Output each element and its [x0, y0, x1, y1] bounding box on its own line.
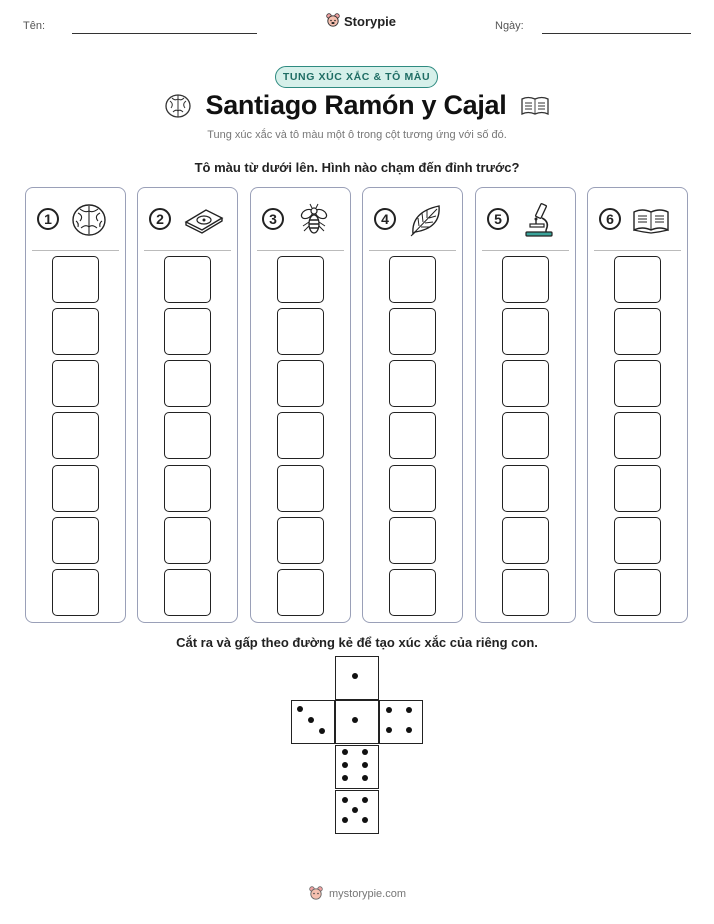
color-cell[interactable] [52, 569, 99, 616]
color-cell[interactable] [502, 412, 549, 459]
color-cell[interactable] [164, 517, 211, 564]
brand-logo [326, 13, 396, 29]
color-cell[interactable] [389, 412, 436, 459]
petri-dish-icon [182, 202, 226, 238]
column-header [138, 202, 237, 238]
petri-dish-icon [182, 202, 220, 238]
page-title: Santiago Ramón y Cajal [205, 90, 507, 120]
dice-pip [342, 817, 348, 823]
color-cell[interactable] [389, 569, 436, 616]
color-cell[interactable] [164, 569, 211, 616]
color-cell[interactable] [614, 517, 661, 564]
dice-pip [386, 727, 392, 733]
dice-pip [352, 717, 358, 723]
dice-pip [362, 762, 368, 768]
dice-pip [342, 775, 348, 781]
bee-icon [295, 202, 333, 238]
column-6 [587, 187, 688, 623]
color-cell[interactable] [389, 360, 436, 407]
color-cell[interactable] [614, 360, 661, 407]
color-cell[interactable] [502, 308, 549, 355]
activity-badge: TUNG XÚC XẮC & TÔ MÀU [275, 66, 438, 88]
color-cell[interactable] [52, 465, 99, 512]
open-book-icon [632, 202, 670, 238]
bear-mascot-icon [326, 13, 340, 29]
column-header [26, 202, 125, 238]
color-cell[interactable] [52, 360, 99, 407]
column-header [476, 202, 575, 238]
dice-face-3 [291, 700, 335, 744]
color-cell[interactable] [389, 517, 436, 564]
dice-face-6 [335, 745, 379, 789]
color-cell[interactable] [614, 465, 661, 512]
cut-instruction: Cắt ra và gấp theo đường kẻ để tạo xúc xắc của riêng con. [176, 635, 538, 650]
color-cell[interactable] [277, 517, 324, 564]
coloring-instruction: Tô màu từ dưới lên. Hình nào chạm đến đỉnh trước? [194, 160, 520, 175]
dice-face-1 [335, 700, 379, 744]
color-cell[interactable] [277, 465, 324, 512]
column-header [251, 202, 350, 238]
dice-pip [406, 707, 412, 713]
brain-icon [70, 202, 108, 238]
color-cell[interactable] [614, 308, 661, 355]
column-number: 5 [487, 208, 509, 230]
column-divider [257, 250, 344, 251]
brain-icon [70, 202, 108, 238]
dice-pip [386, 707, 392, 713]
column-divider [32, 250, 119, 251]
leaf-icon [407, 202, 445, 238]
open-book-icon [520, 94, 550, 118]
dice-pip [362, 749, 368, 755]
color-cell[interactable] [389, 256, 436, 303]
color-cell[interactable] [502, 465, 549, 512]
microscope-icon [520, 202, 558, 238]
color-cell[interactable] [164, 256, 211, 303]
name-label: Tên: [23, 20, 46, 32]
color-cell[interactable] [389, 465, 436, 512]
leaf-icon [407, 202, 445, 238]
dice-pip [362, 775, 368, 781]
color-cell[interactable] [614, 256, 661, 303]
name-line[interactable] [72, 33, 257, 34]
color-cell[interactable] [52, 308, 99, 355]
dice-pip [342, 762, 348, 768]
color-cell[interactable] [614, 569, 661, 616]
color-cell[interactable] [277, 412, 324, 459]
column-divider [369, 250, 456, 251]
footer-url[interactable]: mystorypie.com [328, 888, 407, 900]
date-label: Ngày: [495, 20, 524, 32]
color-cell[interactable] [277, 569, 324, 616]
color-cell[interactable] [502, 517, 549, 564]
dice-pip [406, 727, 412, 733]
color-cell[interactable] [164, 360, 211, 407]
dice-pip [362, 817, 368, 823]
column-4 [362, 187, 463, 623]
color-cell[interactable] [52, 517, 99, 564]
title-row [0, 90, 714, 121]
dice-face-4 [379, 700, 423, 744]
color-cell[interactable] [52, 412, 99, 459]
dice-pip [319, 728, 325, 734]
dice-face-1 [335, 656, 379, 700]
color-cell[interactable] [164, 308, 211, 355]
color-cell[interactable] [164, 465, 211, 512]
column-1 [25, 187, 126, 623]
brand-name: Storypie [344, 13, 397, 29]
column-number: 2 [149, 208, 171, 230]
dice-pip [308, 717, 314, 723]
column-5 [475, 187, 576, 623]
dice-pip [342, 797, 348, 803]
column-header [588, 202, 687, 238]
color-cell[interactable] [502, 360, 549, 407]
dice-pip [352, 673, 358, 679]
dice-face-5 [335, 790, 379, 834]
column-number: 3 [262, 208, 284, 230]
column-number: 1 [37, 208, 59, 230]
bear-mascot-icon [308, 886, 324, 902]
color-cell[interactable] [277, 256, 324, 303]
column-header [363, 202, 462, 238]
dice-pip [352, 807, 358, 813]
bee-icon [295, 202, 333, 238]
color-cell[interactable] [502, 569, 549, 616]
column-divider [482, 250, 569, 251]
column-divider [144, 250, 231, 251]
color-cell[interactable] [614, 412, 661, 459]
color-cell[interactable] [277, 360, 324, 407]
color-cell[interactable] [52, 256, 99, 303]
color-cell[interactable] [164, 412, 211, 459]
column-number: 4 [374, 208, 396, 230]
date-line[interactable] [542, 33, 691, 34]
color-cell[interactable] [502, 256, 549, 303]
dice-pip [362, 797, 368, 803]
footer [0, 886, 714, 902]
subtitle: Tung xúc xắc và tô màu một ô trong cột tương ứng với số đó. [207, 129, 507, 141]
color-cell[interactable] [277, 308, 324, 355]
column-3 [250, 187, 351, 623]
open-book-icon [632, 202, 670, 238]
column-divider [594, 250, 681, 251]
column-number: 6 [599, 208, 621, 230]
dice-pip [342, 749, 348, 755]
brain-icon [164, 92, 192, 120]
column-2 [137, 187, 238, 623]
microscope-icon [520, 202, 558, 238]
color-cell[interactable] [389, 308, 436, 355]
dice-pip [297, 706, 303, 712]
